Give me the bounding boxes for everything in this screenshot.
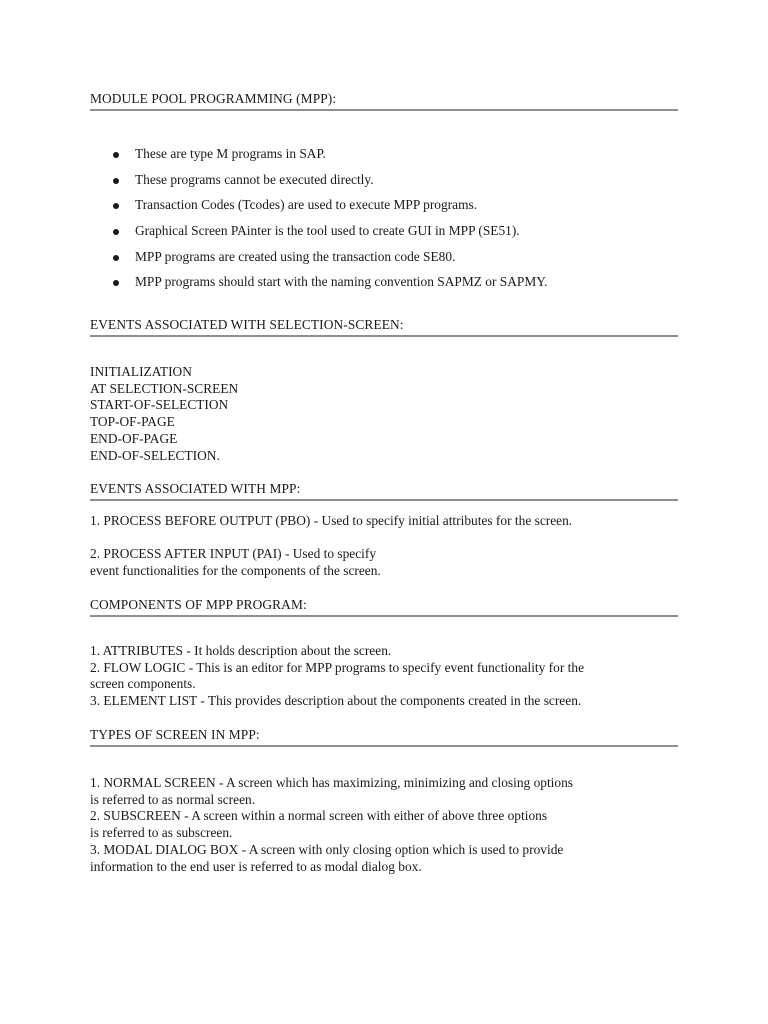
- event-line: START-OF-SELECTION: [90, 397, 229, 413]
- screen-type-line: is referred to as normal screen.: [90, 791, 256, 807]
- list-item: [90, 249, 548, 275]
- heading-selection-events: EVENTS ASSOCIATED WITH SELECTION-SCREEN:: [90, 317, 678, 337]
- screen-type-line: 3. MODAL DIALOG BOX - A screen with only closing option which is used to provide: [90, 841, 564, 857]
- heading-screen-types: TYPES OF SCREEN IN MPP:: [90, 727, 678, 747]
- event-line: AT SELECTION-SCREEN: [90, 380, 239, 396]
- event-line: INITIALIZATION: [90, 364, 192, 379]
- bullet-icon: [113, 203, 119, 209]
- bullet-icon: [113, 229, 119, 235]
- mpp-events-pbo: [90, 513, 680, 530]
- screen-type-line: 2. SUBSCREEN - A screen within a normal screen with either of above three options: [90, 808, 548, 824]
- heading-mpp: MODULE POOL PROGRAMMING (MPP):: [90, 91, 678, 111]
- list-item: [90, 197, 548, 223]
- bullet-text: MPP programs are created using the transaction code SE80.: [135, 248, 456, 264]
- bullet-icon: [113, 178, 119, 184]
- bullet-text: Graphical Screen PAinter is the tool used to create GUI in MPP (SE51).: [135, 223, 520, 239]
- pai-text-line: 2. PROCESS AFTER INPUT (PAI) - Used to specify: [90, 546, 377, 561]
- bullet-icon: [113, 255, 119, 261]
- pbo-text: 1. PROCESS BEFORE OUTPUT (PBO) - Used to specify initial attributes for the screen.: [90, 513, 573, 528]
- screen-types-list: [90, 775, 680, 875]
- components-list: [90, 643, 680, 710]
- component-line: 2. FLOW LOGIC - This is an editor for MPP programs to specify event functionality for the: [90, 659, 585, 675]
- heading-components: COMPONENTS OF MPP PROGRAM:: [90, 597, 678, 617]
- heading-mpp-events: EVENTS ASSOCIATED WITH MPP:: [90, 481, 678, 501]
- screen-type-line: information to the end user is referred to as modal dialog box.: [90, 858, 422, 874]
- list-item: [90, 223, 548, 249]
- mpp-bullet-list: [90, 146, 548, 300]
- event-line: TOP-OF-PAGE: [90, 414, 175, 430]
- list-item: [90, 172, 548, 198]
- event-line: END-OF-SELECTION.: [90, 447, 220, 463]
- component-line: 1. ATTRIBUTES - It holds description about the screen.: [90, 643, 392, 658]
- bullet-text: Transaction Codes (Tcodes) are used to execute MPP programs.: [135, 197, 478, 213]
- bullet-text: These programs cannot be executed directly.: [135, 171, 374, 187]
- bullet-text: These are type M programs in SAP.: [135, 146, 326, 161]
- selection-events-list: [90, 364, 680, 464]
- mpp-events-pai: [90, 546, 680, 579]
- list-item: [90, 274, 548, 300]
- component-line: screen components.: [90, 676, 196, 692]
- bullet-icon: [113, 152, 119, 158]
- bullet-text: MPP programs should start with the naming convention SAPMZ or SAPMY.: [135, 274, 548, 290]
- event-line: END-OF-PAGE: [90, 430, 178, 446]
- component-line: 3. ELEMENT LIST - This provides description about the components created in the screen.: [90, 693, 582, 709]
- bullet-icon: [113, 280, 119, 286]
- screen-type-line: 1. NORMAL SCREEN - A screen which has maximizing, minimizing and closing options: [90, 775, 574, 790]
- pai-text-line: event functionalities for the components of the screen.: [90, 562, 381, 578]
- screen-type-line: is referred to as subscreen.: [90, 825, 233, 841]
- list-item: [90, 146, 548, 172]
